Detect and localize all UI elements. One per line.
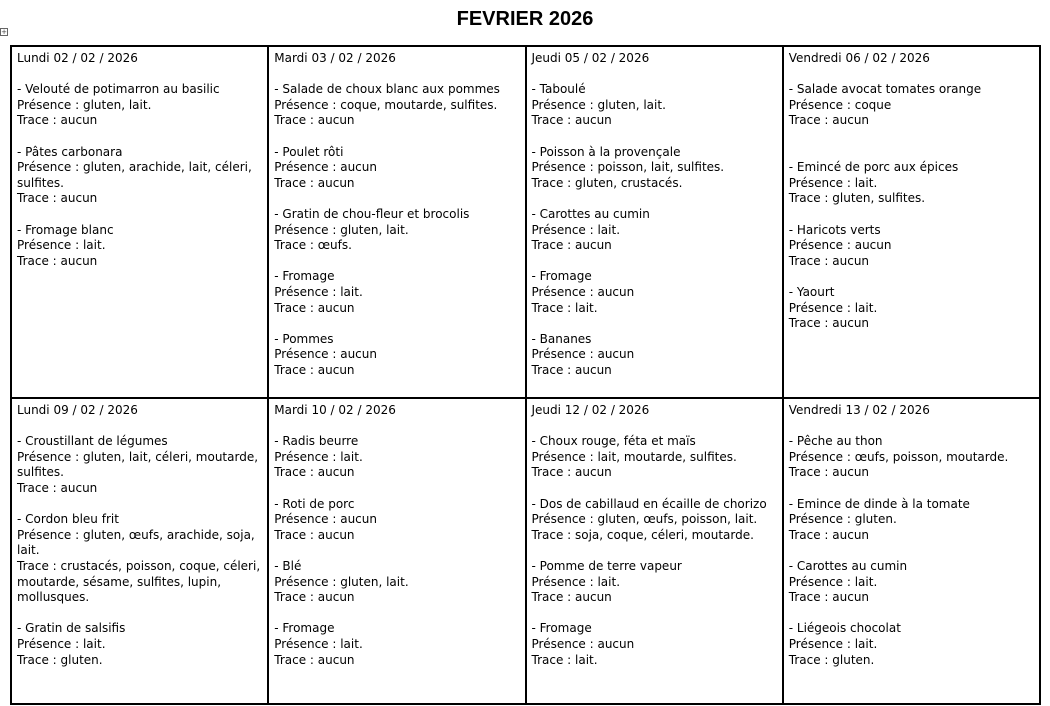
dish-trace: Trace : aucun — [788, 465, 870, 480]
dish-trace: Trace : lait. — [531, 652, 598, 667]
dish-presence: Présence : gluten, lait. — [274, 574, 409, 589]
dish-trace: Trace : aucun — [17, 191, 98, 206]
dish — [274, 269, 519, 316]
dish-name: - Fromage — [274, 269, 335, 284]
dish — [532, 434, 777, 481]
dish-name: - Dos de cabillaud en écaille de chorizo — [531, 496, 767, 511]
dish-name: - Fromage — [274, 621, 335, 636]
dish — [532, 145, 777, 192]
dish — [17, 145, 262, 207]
dish-presence: Présence : lait. — [17, 636, 106, 651]
week-row — [11, 398, 1040, 704]
dish-trace: Trace : aucun — [531, 238, 612, 253]
table-move-handle-icon[interactable]: + — [1, 28, 7, 36]
dish-trace: Trace : aucun — [788, 113, 870, 128]
dish-name: - Taboulé — [531, 82, 586, 97]
dish — [789, 434, 1034, 481]
dish-name: - Velouté de potimarron au basilic — [17, 82, 220, 97]
dish — [274, 621, 519, 668]
dish-presence: Présence : poisson, lait, sulfites. — [531, 160, 725, 175]
dish-presence: Présence : lait. — [788, 175, 878, 190]
dish — [532, 269, 777, 316]
dish-name: - Liégeois chocolat — [788, 621, 901, 636]
dish-presence: Présence : lait. — [274, 636, 363, 651]
dish-trace: Trace : aucun — [274, 113, 355, 128]
dish — [789, 285, 1034, 332]
day-cell — [268, 398, 525, 704]
menu-table — [10, 45, 1041, 705]
dish — [789, 223, 1034, 270]
day-date: Vendredi 13 / 02 / 2026 — [788, 403, 930, 417]
dish-name: - Croustillant de légumes — [17, 434, 168, 449]
day-cell — [268, 46, 525, 398]
dish-trace: Trace : gluten, crustacés. — [531, 175, 683, 190]
dish-trace: Trace : aucun — [531, 465, 612, 480]
dish-trace: Trace : aucun — [274, 175, 355, 190]
dish-trace: Trace : aucun — [531, 362, 612, 377]
dish-name: - Poulet rôti — [274, 144, 344, 159]
day-cell — [526, 398, 783, 704]
dish-name: - Bananes — [531, 331, 592, 346]
dish-trace: Trace : aucun — [274, 300, 355, 315]
dish-presence: Présence : aucun — [531, 284, 635, 299]
dish — [17, 82, 262, 129]
dish-name: - Salade de choux blanc aux pommes — [274, 82, 500, 97]
dish-name: - Choux rouge, féta et maïs — [531, 434, 696, 449]
dish-presence: Présence : lait. — [788, 636, 878, 651]
dish-presence: Présence : gluten, lait. — [17, 97, 152, 112]
dish-presence: Présence : lait. — [17, 238, 106, 253]
day-cell — [11, 46, 268, 398]
dish — [532, 207, 777, 254]
dish-trace: Trace : crustacés, poisson, coque, céleri, moutarde, sésame, sulfites, lupin, mollusques. — [17, 558, 261, 605]
dish-trace: Trace : aucun — [788, 590, 870, 605]
dish-name: - Gratin de chou-fleur et brocolis — [274, 206, 470, 221]
dish-presence: Présence : gluten. — [788, 512, 897, 527]
dish-presence: Présence : œufs, poisson, moutarde. — [788, 449, 1009, 464]
day-date: Mardi 03 / 02 / 2026 — [274, 51, 396, 65]
dish — [17, 434, 262, 496]
dish-presence: Présence : gluten, arachide, lait, céleri, sulfites. — [17, 160, 252, 190]
dish-name: - Radis beurre — [274, 434, 359, 449]
dish-trace: Trace : aucun — [788, 527, 870, 542]
dish-name: - Haricots verts — [788, 222, 881, 237]
dish-presence: Présence : lait. — [788, 300, 878, 315]
dish-trace: Trace : soja, coque, céleri, moutarde. — [531, 527, 754, 542]
dish-presence: Présence : aucun — [274, 160, 377, 175]
day-cell — [783, 46, 1040, 398]
dish-trace: Trace : gluten. — [788, 652, 875, 667]
dish-name: - Emince de dinde à la tomate — [788, 496, 970, 511]
dish-presence: Présence : gluten, lait. — [531, 97, 666, 112]
page-title: FEVRIER 2026 — [456, 8, 594, 30]
dish — [274, 82, 519, 129]
week-row — [11, 46, 1040, 398]
dish — [274, 145, 519, 192]
day-date: Lundi 02 / 02 / 2026 — [17, 51, 138, 65]
dish-name: - Emincé de porc aux épices — [788, 160, 959, 175]
day-cell — [783, 398, 1040, 704]
dish-name: - Fromage — [531, 269, 592, 284]
dish — [789, 82, 1034, 129]
dish-name: - Carottes au cumin — [531, 206, 650, 221]
dish-trace: Trace : aucun — [17, 113, 98, 128]
dish-trace: Trace : aucun — [17, 253, 98, 268]
dish-presence: Présence : gluten, œufs, poisson, lait. — [531, 512, 758, 527]
dish — [789, 160, 1034, 207]
dish-name: - Cordon bleu frit — [17, 512, 119, 527]
dish-name: - Fromage blanc — [17, 222, 114, 237]
dish-trace: Trace : aucun — [274, 465, 355, 480]
dish-name: - Blé — [274, 558, 302, 573]
dish-name: - Salade avocat tomates orange — [788, 82, 982, 97]
dish-name: - Pommes — [274, 331, 334, 346]
dish-presence: Présence : lait. — [531, 222, 621, 237]
dish — [17, 512, 262, 606]
dish-presence: Présence : lait. — [274, 284, 363, 299]
dish-trace: Trace : aucun — [531, 113, 612, 128]
day-date: Mardi 10 / 02 / 2026 — [274, 403, 396, 417]
day-cell — [526, 46, 783, 398]
dish-name: - Poisson à la provençale — [531, 144, 681, 159]
dish-trace: Trace : aucun — [17, 480, 98, 495]
dish-presence: Présence : aucun — [531, 347, 635, 362]
dish — [274, 434, 519, 481]
dish-presence: Présence : coque, moutarde, sulfites. — [274, 97, 498, 112]
dish-name: - Yaourt — [788, 284, 835, 299]
dish-name: - Fromage — [531, 621, 592, 636]
day-date: Vendredi 06 / 02 / 2026 — [788, 51, 930, 65]
dish-name: - Gratin de salsifis — [17, 621, 126, 636]
dish-name: - Pomme de terre vapeur — [531, 558, 682, 573]
dish — [532, 82, 777, 129]
dish — [274, 207, 519, 254]
dish-presence: Présence : gluten, lait. — [274, 222, 409, 237]
dish-name: - Roti de porc — [274, 496, 355, 511]
dish — [17, 223, 262, 270]
dish — [274, 497, 519, 544]
dish-presence: Présence : aucun — [788, 238, 892, 253]
dish-trace: Trace : aucun — [274, 652, 355, 667]
dish — [789, 621, 1034, 668]
dish — [532, 497, 777, 544]
dish — [789, 559, 1034, 606]
dish — [17, 621, 262, 668]
dish-presence: Présence : aucun — [274, 347, 377, 362]
dish — [789, 497, 1034, 544]
dish-presence: Présence : gluten, œufs, arachide, soja, lait. — [17, 527, 255, 558]
day-date: Jeudi 05 / 02 / 2026 — [531, 51, 650, 65]
dish-name: - Carottes au cumin — [788, 558, 908, 573]
dish-presence: Présence : lait. — [788, 574, 878, 589]
dish-presence: Présence : lait. — [274, 449, 363, 464]
dish-trace: Trace : aucun — [274, 362, 355, 377]
dish-presence: Présence : lait, moutarde, sulfites. — [531, 449, 737, 464]
dish-trace: Trace : lait. — [531, 300, 598, 315]
dish — [274, 559, 519, 606]
dish — [532, 621, 777, 668]
day-date: Jeudi 12 / 02 / 2026 — [531, 403, 650, 417]
dish-presence: Présence : lait. — [531, 574, 621, 589]
dish-trace: Trace : œufs. — [274, 238, 352, 253]
dish-trace: Trace : aucun — [788, 253, 870, 268]
dish — [274, 332, 519, 379]
dish-trace: Trace : gluten. — [17, 652, 103, 667]
dish — [532, 559, 777, 606]
dish-name: - Pêche au thon — [788, 434, 883, 449]
dish-presence: Présence : aucun — [531, 636, 635, 651]
dish-trace: Trace : aucun — [531, 590, 612, 605]
dish-presence: Présence : coque — [788, 97, 892, 112]
dish — [532, 332, 777, 379]
day-cell — [11, 398, 268, 704]
dish-presence: Présence : gluten, lait, céleri, moutarde, sulfites. — [17, 449, 259, 480]
dish-trace: Trace : aucun — [274, 590, 355, 605]
day-date: Lundi 09 / 02 / 2026 — [17, 403, 138, 417]
dish-trace: Trace : gluten, sulfites. — [788, 191, 926, 206]
dish-presence: Présence : aucun — [274, 512, 377, 527]
dish-name: - Pâtes carbonara — [17, 144, 123, 159]
dish-trace: Trace : aucun — [274, 527, 355, 542]
dish-trace: Trace : aucun — [788, 316, 870, 331]
